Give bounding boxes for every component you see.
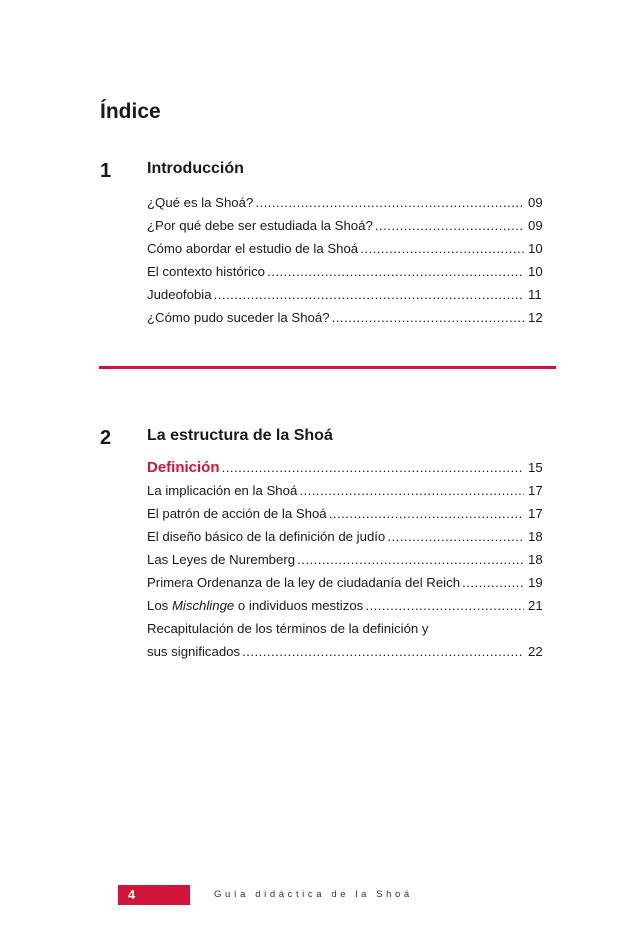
toc-entry[interactable] [147,525,550,548]
section-1-toc [147,191,550,329]
toc-entry-page: 17 [528,506,543,521]
toc-entry-title: ¿Por qué debe ser estudiada la Shoá? . . . [147,214,524,237]
toc-entry-text-before: Los [147,598,172,613]
toc-entry-page: 15 [528,460,543,475]
toc-entry-page: 21 [528,598,543,613]
toc-entry-title: ¿Qué es la Shoá? . . . [147,191,524,214]
toc-entry-title: El contexto histórico . . . [147,260,524,283]
toc-entry[interactable] [147,191,550,214]
toc-entry-page: 18 [528,552,543,567]
section-2-number: 2 [100,427,112,449]
toc-entry-title: Las Leyes de Nuremberg . . . [147,548,524,571]
toc-entry-page: 10 [528,241,543,256]
toc-entry-title: ¿Cómo pudo suceder la Shoá? . . . [147,306,524,329]
toc-entry-title: Recapitulación de los términos de la definición y [147,621,429,636]
toc-entry-page: 11 [528,287,542,302]
toc-entry-current[interactable] [147,456,550,479]
toc-entry-wrap-line2[interactable] [147,640,550,663]
toc-entry[interactable] [147,214,550,237]
section-1-title: Introducción [147,160,244,177]
toc-entry[interactable] [147,594,550,617]
toc-entry-wrap-line1[interactable] [147,617,550,640]
toc-entry[interactable] [147,237,550,260]
toc-entry[interactable] [147,283,550,306]
toc-entry-title: Primera Ordenanza de la ley de ciudadanía del Reich . . . [147,571,524,594]
toc-entry-text-italic: Mischlinge [171,598,235,613]
page-title: Índice [100,100,161,123]
toc-entry[interactable] [147,548,550,571]
toc-entry-page: 18 [528,529,543,544]
toc-entry[interactable] [147,571,550,594]
current-section-label: Definición [147,459,220,476]
section-divider [99,366,556,369]
toc-entry-title: Judeofobia . . . [147,283,524,306]
toc-entry-title: El diseño básico de la definición de judío . . . [147,525,524,548]
toc-entry-title [147,456,524,479]
toc-entry-title: sus significados . . . [147,640,524,663]
toc-entry-page: 22 [528,644,543,659]
footer-publication-title: Guía didáctica de la Shoá [214,889,413,900]
toc-entry-title: Cómo abordar el estudio de la Shoá . . . [147,237,524,260]
toc-entry-page: 09 [528,218,543,233]
toc-entry[interactable] [147,502,550,525]
section-2-toc [147,456,550,663]
toc-entry-title [147,594,524,617]
toc-entry[interactable] [147,260,550,283]
toc-entry[interactable] [147,479,550,502]
section-1-number: 1 [100,160,112,182]
section-2-title: La estructura de la Shoá [147,427,333,444]
toc-entry-page: 12 [528,310,543,325]
toc-entry-title: El patrón de acción de la Shoá . . . [147,502,524,525]
toc-entry-page: 19 [528,575,543,590]
toc-entry-page: 17 [528,483,543,498]
toc-entry-title: La implicación en la Shoá . . . [147,479,524,502]
toc-entry-page: 10 [528,264,543,279]
toc-entry-text-after: o individuos mestizos [234,598,364,613]
toc-entry-page: 09 [528,195,543,210]
footer-page-number: 4 [118,885,190,905]
toc-entry[interactable] [147,306,550,329]
